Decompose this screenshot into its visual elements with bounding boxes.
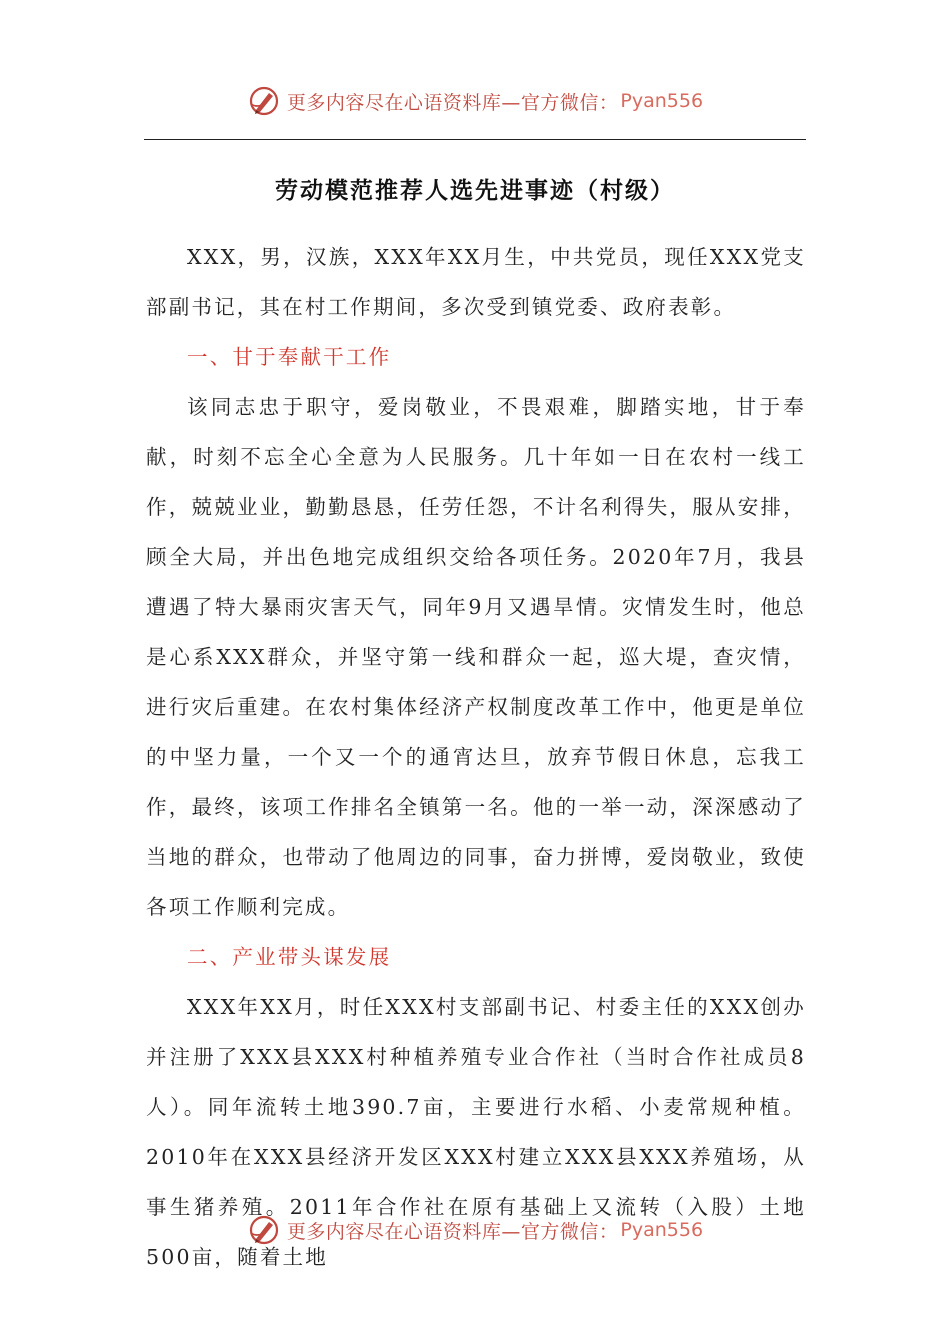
document-title: 劳动模范推荐人选先进事迹（村级） (275, 177, 675, 204)
section-heading-1: 一、甘于奉献干工作 (187, 345, 392, 369)
watermark-text: 更多内容尽在心语资料库—官方微信： (286, 1220, 619, 1243)
watermark-wechat-id: Pyan556 (620, 1219, 704, 1241)
section-2-paragraph: XXX年XX月，时任XXX村支部副书记、村委主任的XXX创办并注册了XXX县XXX村种植养殖专业合作社（当时合作社成员8人）。同年流转土地390.7亩，主要进行水稻、小麦常规种植。2010年在XXX县经济开发区XXX村建立XXX县XXX养殖场，从事生猪养殖。2011年合作社在原有基础上又流转（入股）土地500亩，随着土地 (146, 995, 806, 1269)
watermark-wechat-id: Pyan556 (620, 90, 704, 112)
header-divider (144, 139, 806, 140)
intro-paragraph: XXX，男，汉族，XXX年XX月生，中共党员，现任XXX党支部副书记，其在村工作期间，多次受到镇党委、政府表彰。 (146, 245, 806, 319)
section-1-paragraph: 该同志忠于职守，爱岗敬业，不畏艰难，脚踏实地，甘于奉献，时刻不忘全心全意为人民服务。几十年如一日在农村一线工作，兢兢业业，勤勤恳恳，任劳任怨，不计名利得失，服从安排，顾全大局，并出色地完成组织交给各项任务。2020年7月，我县遭遇了特大暴雨灾害天气，同年9月又遇旱情。灾情发生时，他总是心系XXX群众，并坚守第一线和群众一起，巡大堤，查灾情，进行灾后重建。在农村集体经济产权制度改革工作中，他更是单位的中坚力量，一个又一个的通宵达旦，放弃节假日休息，忘我工作，最终，该项工作排名全镇第一名。他的一举一动，深深感动了当地的群众，也带动了他周边的同事，奋力拼博，爱岗敬业，致使各项工作顺利完成。 (146, 395, 806, 919)
header-watermark (0, 84, 950, 118)
document-body (146, 232, 806, 1282)
pen-logo-icon (247, 1213, 281, 1247)
pen-logo-icon (247, 84, 281, 118)
footer-watermark (0, 1213, 950, 1247)
watermark-text: 更多内容尽在心语资料库—官方微信： (286, 91, 619, 114)
section-heading-2: 二、产业带头谋发展 (187, 945, 392, 969)
